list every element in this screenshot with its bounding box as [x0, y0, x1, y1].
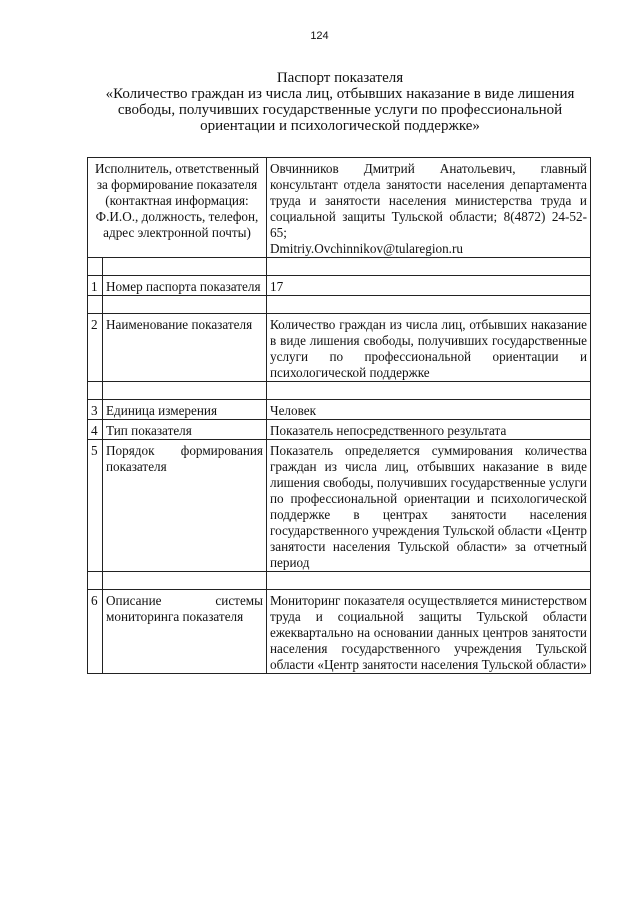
spacer-row: [88, 258, 591, 276]
row-4: [88, 420, 591, 440]
document-heading: [60, 70, 620, 134]
row-2: [88, 314, 591, 382]
spacer-row: [88, 296, 591, 314]
row-value: Количество граждан из числа лиц, отбывших наказание в виде лишения свободы, получивших государственные услуги по профессиональной ориентации и психологической поддержке: [267, 314, 591, 382]
row-label: Единица измерения: [103, 400, 267, 420]
row-label: Номер паспорта показателя: [103, 276, 267, 296]
row-value: Человек: [267, 400, 591, 420]
row-number: 2: [88, 314, 103, 382]
heading-subtitle-line-3: ориентации и психологической поддержке»: [200, 118, 480, 134]
heading-subtitle-line-1: «Количество граждан из числа лиц, отбывших наказание в виде лишения: [105, 86, 575, 102]
executor-row: [88, 158, 591, 258]
executor-value-text: Овчинников Дмитрий Анатольевич, главный консультант отдела занятости населения департамента труда и занятости населения министерства труда и социальной защиты Тульской области; 8(4872) 24-52-65;: [270, 161, 587, 240]
executor-value: [267, 158, 591, 258]
row-label: Тип показателя: [103, 420, 267, 440]
row-label: Описание системы мониторинга показателя: [103, 590, 267, 674]
spacer-row: [88, 382, 591, 400]
row-label: Порядок формирования показателя: [103, 440, 267, 572]
spacer-row: [88, 572, 591, 590]
passport-table: [87, 157, 591, 674]
row-value: Показатель непосредственного результата: [267, 420, 591, 440]
row-3: [88, 400, 591, 420]
row-number: 1: [88, 276, 103, 296]
executor-email: Dmitriy.Ovchinnikov@tularegion.ru: [270, 241, 463, 256]
row-6: [88, 590, 591, 674]
row-label: Наименование показателя: [103, 314, 267, 382]
heading-subtitle-line-2: свободы, получивших государственные услуги по профессиональной: [117, 102, 563, 118]
row-number: 6: [88, 590, 103, 674]
row-1: [88, 276, 591, 296]
row-value: 17: [267, 276, 591, 296]
executor-label: Исполнитель, ответственный за формирование показателя (контактная информация: Ф.И.О., должность, телефон, адрес электронной почты): [88, 158, 267, 258]
row-number: 4: [88, 420, 103, 440]
row-value: Мониторинг показателя осуществляется министерством труда и социальной защиты Тульской области ежеквартально на основании данных центров занятости населения государственного учреждения Тульской области «Центр занятости населения Тульской области»: [267, 590, 591, 674]
row-5: [88, 440, 591, 572]
heading-title: Паспорт показателя: [276, 70, 404, 86]
row-number: 5: [88, 440, 103, 572]
row-value: Показатель определяется суммирования количества граждан из числа лиц, отбывших наказание в виде лишения свободы, получивших государственные услуги по профессиональной ориентации и психологической поддержке в центрах занятости населения государственного учреждения Тульской области «Центр занятости населения Тульской области» за отчетный период: [267, 440, 591, 572]
row-number: 3: [88, 400, 103, 420]
page-number: 124: [310, 30, 329, 42]
